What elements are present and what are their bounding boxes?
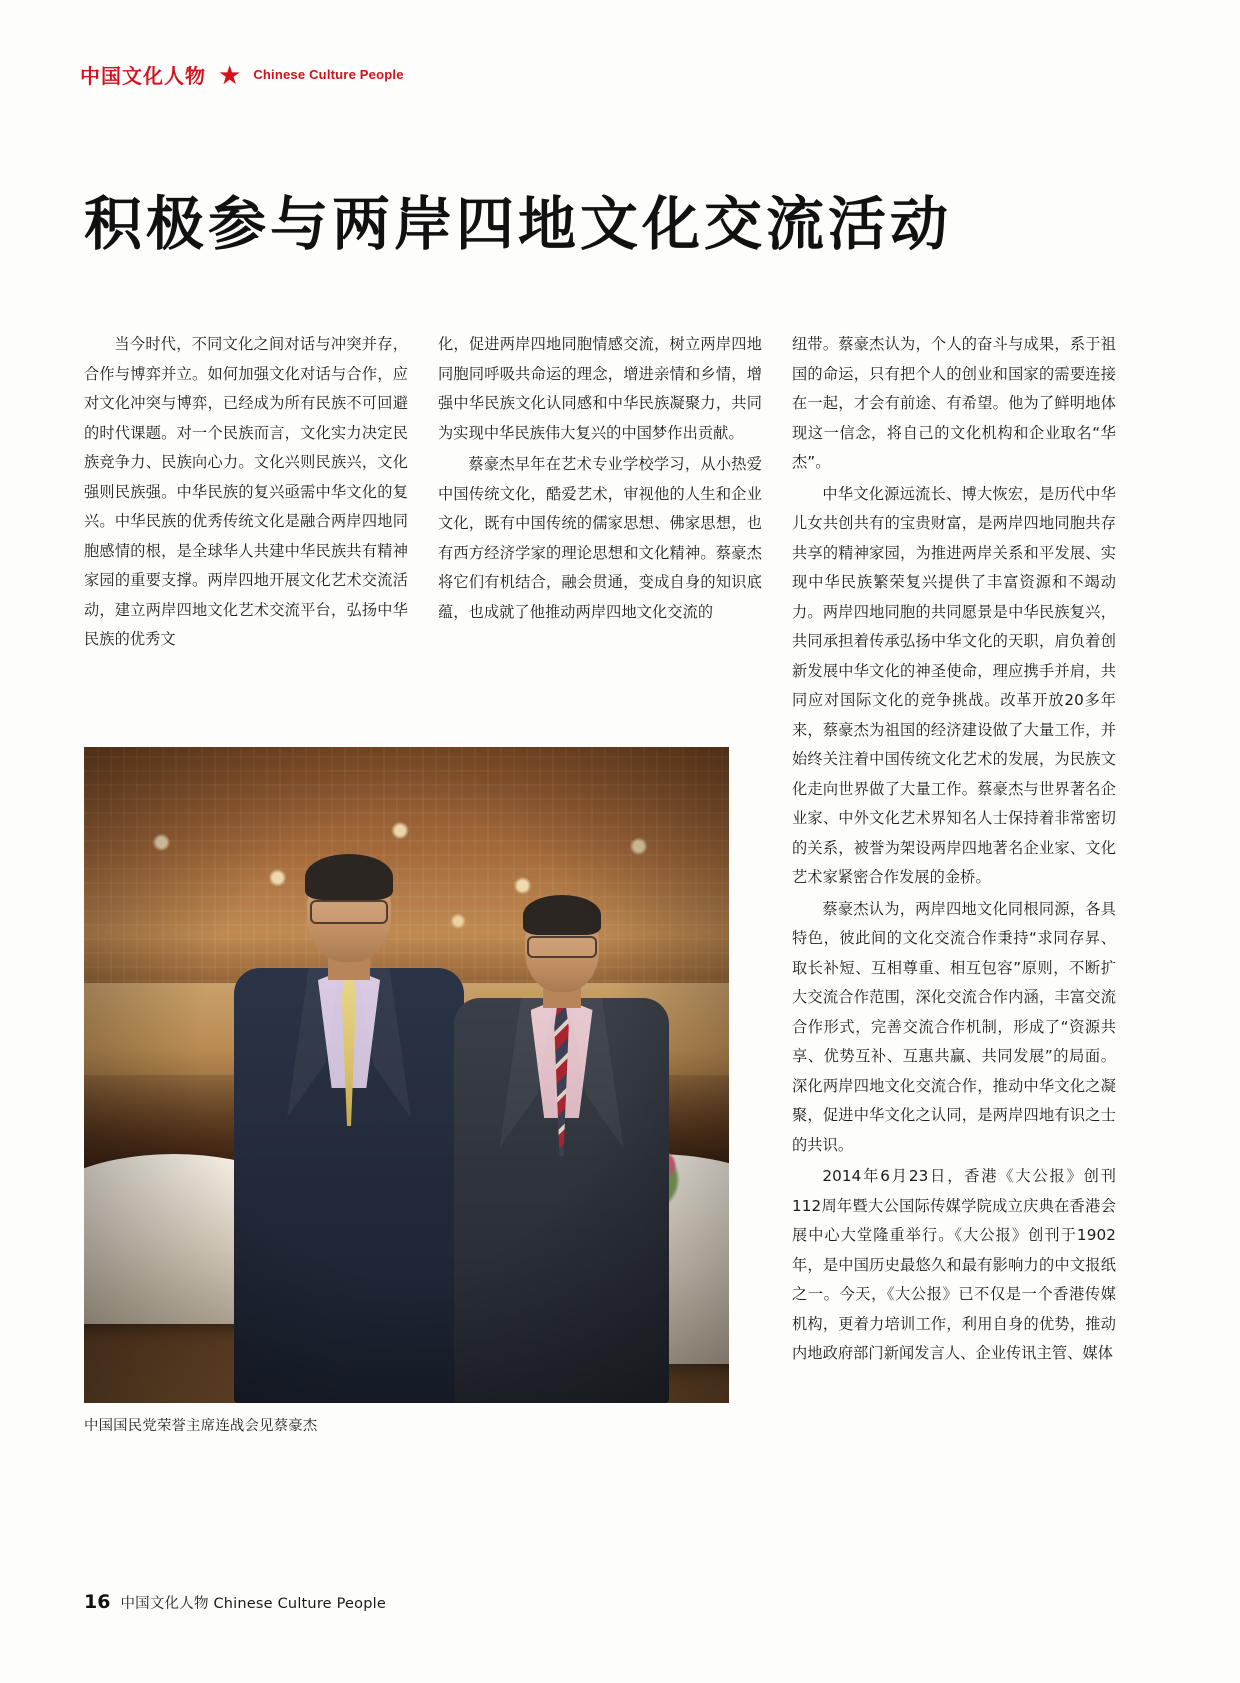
page-title: 积极参与两岸四地文化交流活动 (84, 189, 953, 258)
masthead-logo-cn: 中国文化人物 (80, 64, 206, 88)
figure-caption: 中国国民党荣誉主席连战会见蔡豪杰 (84, 1418, 318, 1434)
page-number: 16 (84, 1591, 111, 1613)
paragraph: 当今时代，不同文化之间对话与冲突并存，合作与博弈并立。如何加强文化对话与合作，应对文化冲突与博弈，已经成为所有民族不可回避的时代课题。对一个民族而言，文化实力决定民族竞争力、民族向心力。文化兴则民族兴，文化强则民族强。中华民族的复兴亟需中华文化的复兴。中华民族的优秀传统文化是融合两岸四地同胞感情的根，是全球华人共建中华民族共有精神家园的重要支撑。两岸四地开展文化艺术交流活动，建立两岸四地文化艺术交流平台，弘扬中华民族的优秀文 (84, 335, 408, 648)
masthead (80, 60, 404, 89)
star-icon: ★ (218, 59, 242, 90)
masthead-logo-en: Chinese Culture People (253, 67, 404, 82)
column-3 (792, 330, 1116, 1371)
paragraph: 中华文化源远流长、博大恢宏，是历代中华儿女共创共有的宝贵财富，是两岸四地同胞共存共享的精神家园，为推进两岸关系和平发展、实现中华民族繁荣复兴提供了丰富资源和不竭动力。两岸四地同胞的共同愿景是中华民族复兴，共同承担着传承弘扬中华文化的天职，肩负着创新发展中华文化的神圣使命，理应携手并肩，共同应对国际文化的竞争挑战。改革开放20多年来，蔡豪杰为祖国的经济建设做了大量工作，并始终关注着中国传统文化艺术的发展，为民族文化走向世界做了大量工作。蔡豪杰与世界著名企业家、中外文化艺术界知名人士保持着非常密切的关系，被誉为架设两岸四地著名企业家、文化艺术家紧密合作发展的金桥。 (792, 484, 1116, 886)
figure (84, 747, 729, 1435)
paragraph: 纽带。蔡豪杰认为，个人的奋斗与成果，系于祖国的命运，只有把个人的创业和国家的需要连接在一起，才会有前途、有希望。他为了鲜明地体现这一信念，将自己的文化机构和企业取名“华杰”。 (792, 335, 1116, 471)
photo-lien-chan-and-cai-haojie (84, 747, 729, 1403)
paragraph: 蔡豪杰认为，两岸四地文化同根同源，各具特色，彼此间的文化交流合作秉持“求同存昇、取长补短、互相尊重、相互包容”原则，不断扩大交流合作范围，深化交流合作内涵，丰富交流合作形式，完善交流合作机制，形成了“资源共享、优势互补、互惠共赢、共同发展”的局面。深化两岸四地文化交流合作，推动中华文化之凝聚，促进中华文化之认同，是两岸四地有识之士的共识。 (792, 899, 1116, 1154)
paragraph: 化，促进两岸四地同胞情感交流，树立两岸四地同胞同呼吸共命运的理念，增进亲情和乡情，增强中华民族文化认同感和中华民族凝聚力，共同为实现中华民族伟大复兴的中国梦作出贡献。 (438, 335, 762, 442)
paragraph: 2014年6月23日，香港《大公报》创刊112周年暨大公国际传媒学院成立庆典在香港会展中心大堂隆重举行。《大公报》创刊于1902年，是中国历史最悠久和最有影响力的中文报纸之一。今天，《大公报》已不仅是一个香港传媒机构，更着力培训工作，利用自身的优势，推动内地政府部门新闻发言人、企业传讯主管、媒体 (792, 1167, 1116, 1362)
photo-vignette (84, 747, 729, 1403)
paragraph: 蔡豪杰早年在艺术专业学校学习，从小热爱中国传统文化，酷爱艺术，审视他的人生和企业文化，既有中国传统的儒家思想、佛家思想，也有西方经济学家的理论思想和文化精神。蔡豪杰将它们有机结合，融会贯通，变成自身的知识底蕴，也成就了他推动两岸四地文化交流的 (438, 455, 762, 621)
page-footer (84, 1591, 386, 1613)
footer-publication-name: 中国文化人物 Chinese Culture People (120, 1596, 386, 1612)
